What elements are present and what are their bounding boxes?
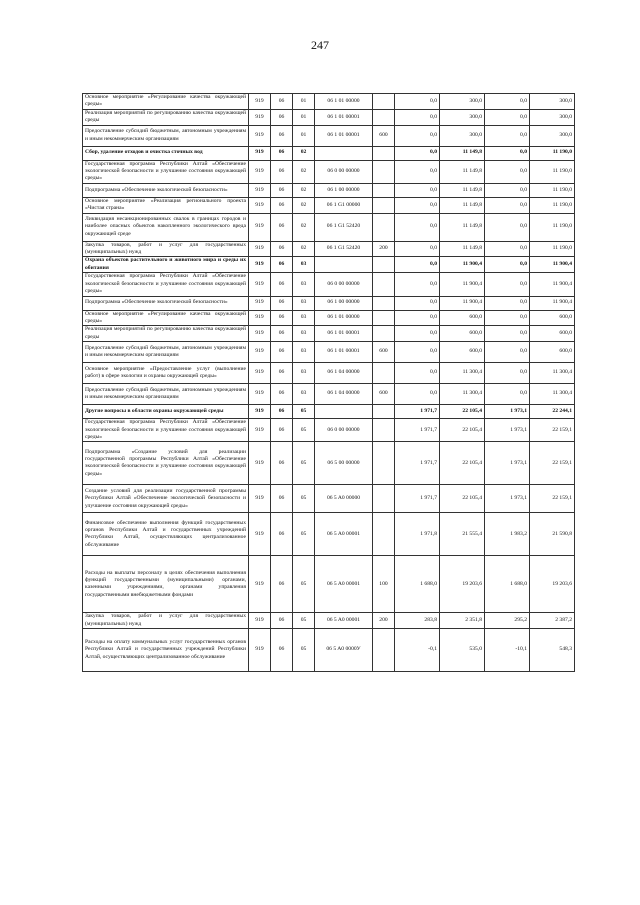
cell-name: Сбор, удаление отходов и очистка сточных вод (83, 146, 249, 160)
cell-amount-4: 11 900,4 (530, 273, 575, 296)
cell-name: Расходы на выплаты персоналу в целях обеспечения выполнения функций государственными (муниципальными) органами, казенными учреждениями, органами управления государственными внебюджетными фондами (83, 556, 249, 613)
cell-expense-type: 600 (373, 342, 395, 363)
table-row (83, 326, 575, 342)
table-row (83, 310, 575, 326)
table-row (83, 556, 575, 613)
cell-section: 06 (271, 241, 293, 257)
cell-expense-type: 200 (373, 613, 395, 629)
cell-name: Охрана объектов растительного и животного мира и среды их обитания (83, 257, 249, 273)
cell-expense-type: 600 (373, 125, 395, 146)
cell-subsection: 01 (293, 94, 315, 110)
cell-amount-4: 300,0 (530, 94, 575, 110)
cell-name: Основное мероприятие «Регулирование качества окружающей среды» (83, 310, 249, 326)
table-body (83, 94, 575, 672)
cell-section: 06 (271, 629, 293, 672)
cell-subsection: 02 (293, 183, 315, 197)
cell-amount-2: 600,0 (440, 326, 485, 342)
cell-amount-3: 0,0 (485, 183, 530, 197)
cell-name: Ликвидация несанкционированных свалок в границах городов и наиболее опасных объектов накопленного экологического вреда окружающей среде (83, 213, 249, 241)
cell-name: Подпрограмма «Создание условий для реализации государственной программы Республики Алтай «Обеспечение экологической безопасности и улучшение состояния окружающей среды» (83, 442, 249, 485)
cell-amount-4: 11 190,0 (530, 183, 575, 197)
cell-amount-2: 11 300,4 (440, 384, 485, 405)
cell-section: 06 (271, 310, 293, 326)
cell-expense-type (373, 146, 395, 160)
cell-target-article: 06 1 01 00001 (315, 342, 373, 363)
cell-expense-type (373, 326, 395, 342)
cell-amount-1: 0,0 (395, 273, 440, 296)
cell-amount-1: 0,0 (395, 296, 440, 310)
cell-subsection: 03 (293, 384, 315, 405)
page-number: 247 (311, 38, 329, 52)
cell-name: Закупка товаров, работ и услуг для государственных (муниципальных) нужд (83, 241, 249, 257)
cell-amount-2: 600,0 (440, 310, 485, 326)
table-row (83, 241, 575, 257)
cell-amount-1: 0,0 (395, 326, 440, 342)
cell-expense-type (373, 310, 395, 326)
cell-name: Финансовое обеспечение выполнения функций государственных органов Республики Алтай и государственных учреждений Республики Алтай, осуществляющих централизованное обслуживание (83, 513, 249, 556)
cell-section: 06 (271, 197, 293, 213)
cell-name: Закупка товаров, работ и услуг для государственных (муниципальных) нужд (83, 613, 249, 629)
cell-amount-2: 535,0 (440, 629, 485, 672)
cell-amount-1: 0,0 (395, 109, 440, 125)
cell-target-article (315, 146, 373, 160)
cell-grbs: 919 (249, 197, 271, 213)
cell-amount-1: 0,0 (395, 146, 440, 160)
cell-grbs: 919 (249, 160, 271, 183)
cell-amount-4: 600,0 (530, 310, 575, 326)
cell-amount-2: 22 105,4 (440, 405, 485, 419)
cell-expense-type (373, 442, 395, 485)
cell-expense-type (373, 363, 395, 384)
cell-name: Реализация мероприятий по регулированию качества окружающей среды (83, 326, 249, 342)
table-row (83, 160, 575, 183)
cell-grbs: 919 (249, 125, 271, 146)
cell-amount-3: 1 973,1 (485, 485, 530, 513)
cell-subsection: 03 (293, 363, 315, 384)
cell-section: 06 (271, 146, 293, 160)
cell-name: Предоставление субсидий бюджетным, автономным учреждениям и иным некоммерческим организациям (83, 384, 249, 405)
cell-section: 06 (271, 485, 293, 513)
cell-section: 06 (271, 419, 293, 442)
cell-target-article: 06 0 00 00000 (315, 419, 373, 442)
cell-amount-1: 0,0 (395, 197, 440, 213)
cell-section: 06 (271, 273, 293, 296)
cell-amount-1: 0,0 (395, 384, 440, 405)
cell-section: 06 (271, 513, 293, 556)
cell-amount-3: 0,0 (485, 296, 530, 310)
cell-grbs: 919 (249, 384, 271, 405)
cell-target-article: 06 5 A0 00000 (315, 485, 373, 513)
table-row (83, 197, 575, 213)
cell-amount-4: 11 190,0 (530, 160, 575, 183)
cell-amount-1: 1 971,7 (395, 485, 440, 513)
cell-grbs: 919 (249, 183, 271, 197)
cell-name: Основное мероприятие «Реализация регионального проекта «Чистая страна» (83, 197, 249, 213)
cell-amount-2: 11 900,4 (440, 257, 485, 273)
cell-amount-2: 11 149,8 (440, 213, 485, 241)
cell-subsection: 05 (293, 613, 315, 629)
cell-amount-4: 11 900,4 (530, 257, 575, 273)
table-row (83, 257, 575, 273)
cell-amount-2: 11 149,8 (440, 146, 485, 160)
cell-name: Предоставление субсидий бюджетным, автономным учреждениям и иным некоммерческим организациям (83, 125, 249, 146)
cell-expense-type (373, 183, 395, 197)
cell-grbs: 919 (249, 310, 271, 326)
cell-amount-3: 0,0 (485, 197, 530, 213)
cell-amount-1: 1 971,8 (395, 513, 440, 556)
cell-amount-1: -0,1 (395, 629, 440, 672)
cell-amount-1: 0,0 (395, 241, 440, 257)
cell-name: Государственная программа Республики Алтай «Обеспечение экологической безопасности и улучшение состояния окружающей среды» (83, 419, 249, 442)
cell-grbs: 919 (249, 556, 271, 613)
cell-amount-1: 0,0 (395, 125, 440, 146)
cell-section: 06 (271, 257, 293, 273)
cell-section: 06 (271, 125, 293, 146)
cell-grbs: 919 (249, 363, 271, 384)
cell-amount-2: 11 300,4 (440, 363, 485, 384)
cell-name: Другие вопросы в области охраны окружающей среды (83, 405, 249, 419)
table-row (83, 485, 575, 513)
table-row (83, 273, 575, 296)
cell-amount-3: 0,0 (485, 310, 530, 326)
cell-name: Предоставление субсидий бюджетным, автономным учреждениям и иным некоммерческим организациям (83, 342, 249, 363)
cell-expense-type (373, 485, 395, 513)
cell-amount-4: 11 190,0 (530, 213, 575, 241)
cell-name: Реализация мероприятий по регулированию качества окружающей среды (83, 109, 249, 125)
table-row (83, 183, 575, 197)
cell-subsection: 03 (293, 326, 315, 342)
cell-subsection: 05 (293, 442, 315, 485)
cell-expense-type (373, 197, 395, 213)
cell-section: 06 (271, 613, 293, 629)
table-row (83, 342, 575, 363)
cell-amount-4: 548,3 (530, 629, 575, 672)
cell-name: Расходы на оплату коммунальных услуг государственных органов Республики Алтай и государственных учреждений Республики Алтай, осуществляющих централизованное обслуживание (83, 629, 249, 672)
cell-amount-3: 0,0 (485, 160, 530, 183)
cell-amount-2: 11 149,8 (440, 241, 485, 257)
cell-amount-4: 22 159,1 (530, 419, 575, 442)
cell-target-article: 06 5 A0 00001 (315, 556, 373, 613)
table-row (83, 405, 575, 419)
cell-name: Подпрограмма «Обеспечение экологической безопасности» (83, 183, 249, 197)
table-row (83, 213, 575, 241)
cell-amount-1: 1 971,7 (395, 442, 440, 485)
cell-grbs: 919 (249, 326, 271, 342)
cell-section: 06 (271, 363, 293, 384)
cell-subsection: 05 (293, 513, 315, 556)
cell-name: Государственная программа Республики Алтай «Обеспечение экологической безопасности и улучшение состояния окружающей среды» (83, 160, 249, 183)
cell-grbs: 919 (249, 405, 271, 419)
cell-amount-4: 11 300,4 (530, 384, 575, 405)
cell-target-article: 06 1 01 00001 (315, 326, 373, 342)
cell-amount-2: 11 149,8 (440, 160, 485, 183)
cell-amount-4: 22 159,1 (530, 442, 575, 485)
cell-grbs: 919 (249, 629, 271, 672)
cell-grbs: 919 (249, 442, 271, 485)
cell-subsection: 05 (293, 556, 315, 613)
cell-amount-3: 0,0 (485, 273, 530, 296)
cell-section: 06 (271, 342, 293, 363)
cell-name: Подпрограмма «Обеспечение экологической безопасности» (83, 296, 249, 310)
cell-expense-type (373, 160, 395, 183)
cell-section: 06 (271, 94, 293, 110)
cell-grbs: 919 (249, 296, 271, 310)
cell-target-article: 06 5 00 00000 (315, 442, 373, 485)
cell-subsection: 02 (293, 160, 315, 183)
cell-expense-type (373, 405, 395, 419)
cell-amount-3: 0,0 (485, 109, 530, 125)
cell-amount-1: 0,0 (395, 94, 440, 110)
cell-target-article: 06 1 04 00000 (315, 363, 373, 384)
cell-amount-2: 11 900,4 (440, 296, 485, 310)
cell-subsection: 02 (293, 241, 315, 257)
cell-amount-2: 22 105,4 (440, 442, 485, 485)
cell-target-article: 06 1 01 00001 (315, 125, 373, 146)
cell-grbs: 919 (249, 342, 271, 363)
cell-amount-3: 0,0 (485, 384, 530, 405)
cell-target-article: 06 1 01 00000 (315, 310, 373, 326)
cell-expense-type (373, 109, 395, 125)
cell-amount-2: 22 105,4 (440, 419, 485, 442)
cell-expense-type (373, 273, 395, 296)
cell-amount-2: 11 149,8 (440, 197, 485, 213)
cell-section: 06 (271, 326, 293, 342)
table-row (83, 94, 575, 110)
cell-section: 06 (271, 109, 293, 125)
cell-subsection: 03 (293, 342, 315, 363)
cell-amount-4: 11 190,0 (530, 146, 575, 160)
cell-section: 06 (271, 384, 293, 405)
cell-grbs: 919 (249, 241, 271, 257)
cell-target-article: 06 1 01 00000 (315, 94, 373, 110)
cell-expense-type (373, 213, 395, 241)
cell-amount-4: 600,0 (530, 342, 575, 363)
cell-grbs: 919 (249, 273, 271, 296)
cell-grbs: 919 (249, 213, 271, 241)
cell-subsection: 02 (293, 213, 315, 241)
cell-amount-3: 1 983,2 (485, 513, 530, 556)
cell-amount-3: 0,0 (485, 125, 530, 146)
cell-amount-4: 21 590,8 (530, 513, 575, 556)
cell-target-article: 06 1 01 00001 (315, 109, 373, 125)
cell-target-article: 06 1 G1 52420 (315, 241, 373, 257)
cell-section: 06 (271, 213, 293, 241)
cell-amount-4: 11 190,0 (530, 197, 575, 213)
cell-amount-4: 11 900,4 (530, 296, 575, 310)
table-row (83, 363, 575, 384)
cell-subsection: 03 (293, 310, 315, 326)
cell-amount-4: 11 190,0 (530, 241, 575, 257)
cell-target-article: 06 1 G1 52420 (315, 213, 373, 241)
cell-section: 06 (271, 183, 293, 197)
cell-grbs: 919 (249, 513, 271, 556)
cell-target-article: 06 0 00 00000 (315, 273, 373, 296)
cell-amount-3: -10,1 (485, 629, 530, 672)
cell-section: 06 (271, 556, 293, 613)
cell-amount-1: 0,0 (395, 310, 440, 326)
cell-amount-4: 19 203,6 (530, 556, 575, 613)
cell-subsection: 03 (293, 257, 315, 273)
cell-target-article: 06 1 04 00000 (315, 384, 373, 405)
cell-target-article: 06 1 G1 00000 (315, 197, 373, 213)
cell-section: 06 (271, 296, 293, 310)
cell-subsection: 05 (293, 485, 315, 513)
cell-expense-type (373, 94, 395, 110)
cell-amount-2: 300,0 (440, 125, 485, 146)
cell-target-article (315, 405, 373, 419)
cell-grbs: 919 (249, 109, 271, 125)
cell-amount-1: 0,0 (395, 363, 440, 384)
cell-subsection: 01 (293, 125, 315, 146)
cell-amount-2: 2 351,8 (440, 613, 485, 629)
cell-amount-3: 0,0 (485, 363, 530, 384)
cell-amount-4: 11 300,4 (530, 363, 575, 384)
cell-target-article: 06 1 00 00000 (315, 183, 373, 197)
cell-amount-3: 0,0 (485, 241, 530, 257)
cell-name: Основное мероприятие «Регулирование качества окружающей среды» (83, 94, 249, 110)
cell-target-article: 06 5 A0 0000У (315, 629, 373, 672)
cell-expense-type: 600 (373, 384, 395, 405)
table-row (83, 296, 575, 310)
cell-amount-1: 283,8 (395, 613, 440, 629)
cell-amount-2: 11 900,4 (440, 273, 485, 296)
cell-amount-1: 1 971,7 (395, 405, 440, 419)
cell-expense-type: 100 (373, 556, 395, 613)
cell-amount-3: 0,0 (485, 94, 530, 110)
table-row (83, 513, 575, 556)
cell-amount-1: 0,0 (395, 342, 440, 363)
cell-subsection: 05 (293, 419, 315, 442)
cell-subsection: 03 (293, 273, 315, 296)
cell-amount-3: 1 973,1 (485, 442, 530, 485)
cell-amount-1: 0,0 (395, 183, 440, 197)
cell-amount-1: 0,0 (395, 213, 440, 241)
cell-amount-4: 22 244,1 (530, 405, 575, 419)
cell-subsection: 02 (293, 146, 315, 160)
cell-section: 06 (271, 442, 293, 485)
cell-amount-2: 300,0 (440, 109, 485, 125)
table-row (83, 613, 575, 629)
cell-name: Создание условий для реализации государственной программы Республики Алтай «Обеспечение экологической безопасности и улучшение состояния окружающей среды» (83, 485, 249, 513)
cell-expense-type (373, 513, 395, 556)
cell-grbs: 919 (249, 613, 271, 629)
cell-amount-2: 300,0 (440, 94, 485, 110)
cell-amount-3: 0,0 (485, 146, 530, 160)
cell-section: 06 (271, 405, 293, 419)
cell-expense-type (373, 257, 395, 273)
cell-amount-3: 1 688,0 (485, 556, 530, 613)
cell-target-article (315, 257, 373, 273)
cell-amount-2: 19 203,6 (440, 556, 485, 613)
cell-amount-1: 0,0 (395, 257, 440, 273)
cell-amount-4: 2 387,2 (530, 613, 575, 629)
cell-target-article: 06 5 A0 00001 (315, 613, 373, 629)
cell-subsection: 05 (293, 405, 315, 419)
cell-amount-2: 600,0 (440, 342, 485, 363)
cell-amount-1: 1 688,0 (395, 556, 440, 613)
cell-name: Государственная программа Республики Алтай «Обеспечение экологической безопасности и улучшение состояния окружающей среды» (83, 273, 249, 296)
cell-amount-3: 0,0 (485, 326, 530, 342)
table-row (83, 109, 575, 125)
cell-amount-2: 21 555,4 (440, 513, 485, 556)
table-row (83, 146, 575, 160)
cell-expense-type (373, 629, 395, 672)
table-row (83, 419, 575, 442)
table-row (83, 125, 575, 146)
cell-amount-3: 0,0 (485, 257, 530, 273)
cell-section: 06 (271, 160, 293, 183)
table-row (83, 629, 575, 672)
cell-subsection: 01 (293, 109, 315, 125)
cell-expense-type (373, 419, 395, 442)
cell-target-article: 06 1 00 00000 (315, 296, 373, 310)
cell-name: Основное мероприятие «Предоставление услуг (выполнение работ) в сфере экологии и охраны окружающей среды» (83, 363, 249, 384)
budget-table (82, 93, 575, 672)
cell-amount-4: 300,0 (530, 125, 575, 146)
table-row (83, 442, 575, 485)
cell-target-article: 06 0 00 00000 (315, 160, 373, 183)
cell-grbs: 919 (249, 94, 271, 110)
cell-amount-3: 0,0 (485, 213, 530, 241)
cell-amount-4: 22 159,1 (530, 485, 575, 513)
cell-amount-3: 295,2 (485, 613, 530, 629)
cell-grbs: 919 (249, 485, 271, 513)
cell-amount-4: 600,0 (530, 326, 575, 342)
cell-grbs: 919 (249, 146, 271, 160)
cell-amount-4: 300,0 (530, 109, 575, 125)
cell-amount-2: 22 105,4 (440, 485, 485, 513)
cell-subsection: 05 (293, 629, 315, 672)
cell-subsection: 03 (293, 296, 315, 310)
cell-amount-1: 0,0 (395, 160, 440, 183)
cell-expense-type (373, 296, 395, 310)
cell-grbs: 919 (249, 257, 271, 273)
table-row (83, 384, 575, 405)
cell-grbs: 919 (249, 419, 271, 442)
cell-amount-3: 1 973,1 (485, 405, 530, 419)
cell-amount-3: 0,0 (485, 342, 530, 363)
cell-subsection: 02 (293, 197, 315, 213)
cell-amount-1: 1 971,7 (395, 419, 440, 442)
cell-target-article: 06 5 A0 00001 (315, 513, 373, 556)
cell-amount-2: 11 149,8 (440, 183, 485, 197)
cell-amount-3: 1 973,1 (485, 419, 530, 442)
cell-expense-type: 200 (373, 241, 395, 257)
